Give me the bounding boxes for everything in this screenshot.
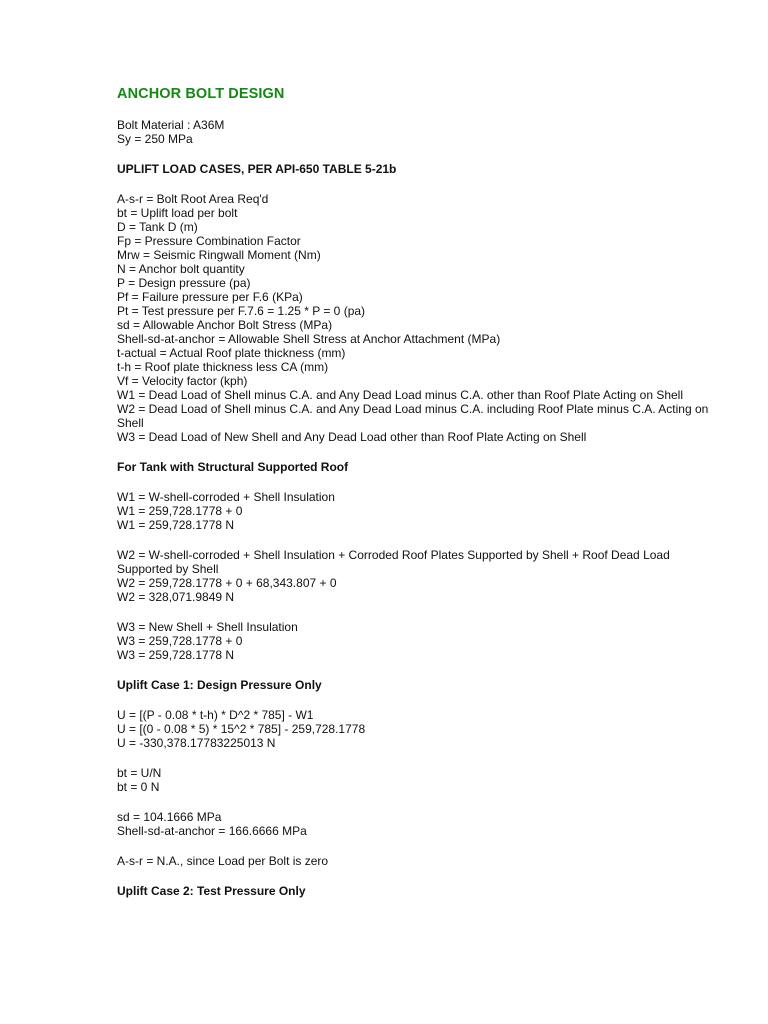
page-title: ANCHOR BOLT DESIGN bbox=[117, 86, 285, 102]
definitions-list bbox=[117, 192, 717, 444]
w3-result: W3 = 259,728.1778 N bbox=[117, 648, 235, 662]
bolt-material: Bolt Material : A36M bbox=[117, 118, 225, 132]
definition-item: Mrw = Seismic Ringwall Moment (Nm) bbox=[117, 248, 321, 262]
case1-u-substitution: U = [(0 - 0.08 * 5) * 15^2 * 785] - 259,728.1778 bbox=[117, 722, 366, 736]
uplift-heading: UPLIFT LOAD CASES, PER API-650 TABLE 5-21b bbox=[117, 162, 397, 176]
case1-shell-sd: Shell-sd-at-anchor = 166.6666 MPa bbox=[117, 824, 307, 838]
case1-u-result: U = -330,378.17783225013 N bbox=[117, 736, 276, 750]
definition-item: Vf = Velocity factor (kph) bbox=[117, 374, 248, 388]
definition-item: t-actual = Actual Roof plate thickness (mm) bbox=[117, 346, 346, 360]
definition-item: Shell-sd-at-anchor = Allowable Shell Stress at Anchor Attachment (MPa) bbox=[117, 332, 501, 346]
w3-formula: W3 = New Shell + Shell Insulation bbox=[117, 620, 298, 634]
definition-item: sd = Allowable Anchor Bolt Stress (MPa) bbox=[117, 318, 333, 332]
w1-formula: W1 = W-shell-corroded + Shell Insulation bbox=[117, 490, 335, 504]
w3-substitution: W3 = 259,728.1778 + 0 bbox=[117, 634, 243, 648]
w1-result: W1 = 259,728.1778 N bbox=[117, 518, 235, 532]
case1-u-formula: U = [(P - 0.08 * t-h) * D^2 * 785] - W1 bbox=[117, 708, 314, 722]
case1-asr: A-s-r = N.A., since Load per Bolt is zero bbox=[117, 854, 329, 868]
definition-item: W3 = Dead Load of New Shell and Any Dead Load other than Roof Plate Acting on Shell bbox=[117, 430, 587, 444]
definition-item: D = Tank D (m) bbox=[117, 220, 198, 234]
definition-item: W2 = Dead Load of Shell minus C.A. and Any Dead Load minus C.A. including Roof Plate minus C.A. Acting on Shell bbox=[117, 402, 712, 430]
case1-sd: sd = 104.1666 MPa bbox=[117, 810, 222, 824]
definition-item: P = Design pressure (pa) bbox=[117, 276, 251, 290]
w2-result: W2 = 328,071.9849 N bbox=[117, 590, 235, 604]
definition-item: bt = Uplift load per bolt bbox=[117, 206, 238, 220]
document-page bbox=[117, 86, 717, 898]
structural-roof-heading: For Tank with Structural Supported Roof bbox=[117, 460, 349, 474]
yield-strength: Sy = 250 MPa bbox=[117, 132, 193, 146]
w2-formula: W2 = W-shell-corroded + Shell Insulation + Corroded Roof Plates Supported by Shell + Roof Dead Load Supported by Shell bbox=[117, 548, 674, 576]
case2-heading: Uplift Case 2: Test Pressure Only bbox=[117, 884, 306, 898]
definition-item: Pt = Test pressure per F.7.6 = 1.25 * P = 0 (pa) bbox=[117, 304, 366, 318]
w2-substitution: W2 = 259,728.1778 + 0 + 68,343.807 + 0 bbox=[117, 576, 337, 590]
case1-bt-formula: bt = U/N bbox=[117, 766, 162, 780]
definition-item: W1 = Dead Load of Shell minus C.A. and Any Dead Load minus C.A. other than Roof Plate Acting on Shell bbox=[117, 388, 684, 402]
definition-item: Pf = Failure pressure per F.6 (KPa) bbox=[117, 290, 303, 304]
case1-bt-result: bt = 0 N bbox=[117, 780, 160, 794]
case1-heading: Uplift Case 1: Design Pressure Only bbox=[117, 678, 322, 692]
definition-item: Fp = Pressure Combination Factor bbox=[117, 234, 301, 248]
definition-item: N = Anchor bolt quantity bbox=[117, 262, 245, 276]
definition-item: A-s-r = Bolt Root Area Req'd bbox=[117, 192, 269, 206]
definition-item: t-h = Roof plate thickness less CA (mm) bbox=[117, 360, 329, 374]
w1-substitution: W1 = 259,728.1778 + 0 bbox=[117, 504, 243, 518]
